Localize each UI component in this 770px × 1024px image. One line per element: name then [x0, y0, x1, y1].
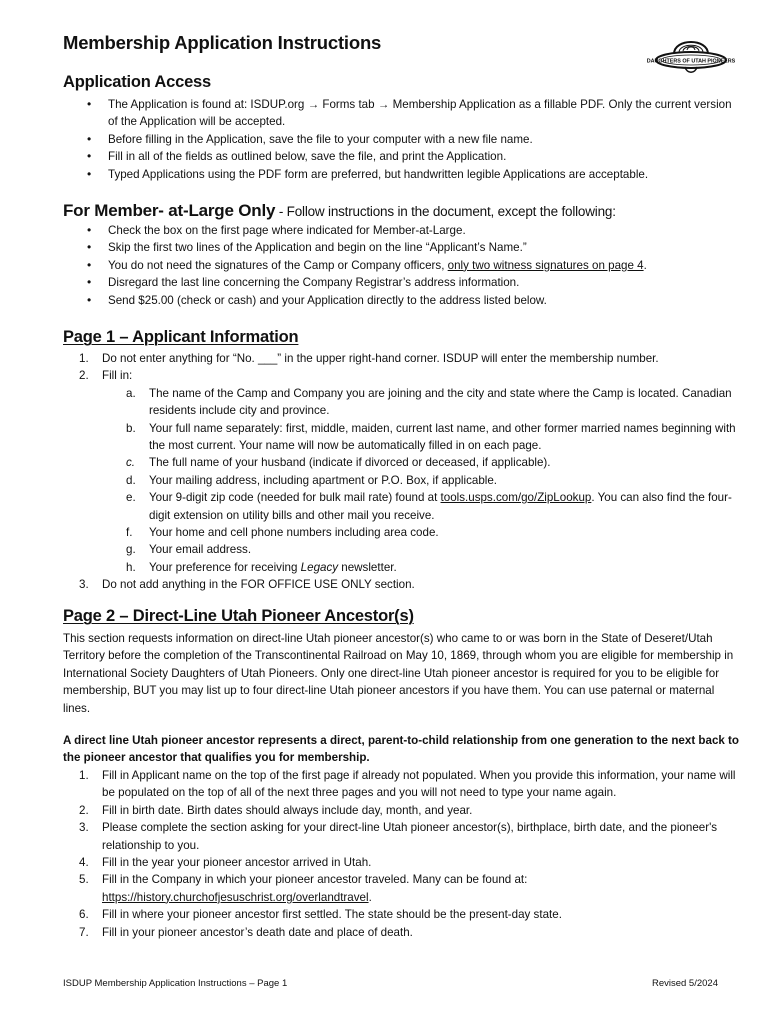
item-number: 6.	[79, 908, 89, 922]
list-item	[63, 576, 743, 593]
item-number: c.	[126, 456, 136, 470]
zip-lookup-link[interactable]: tools.usps.com/go/ZipLookup	[440, 491, 592, 505]
list-item	[63, 854, 743, 871]
item-text: Your mailing address, including apartment or P.O. Box, if applicable.	[149, 473, 498, 487]
sub-item	[63, 454, 743, 471]
item-text: The full name of your husband (indicate if divorced or deceased, if applicable).	[149, 456, 551, 470]
logo-text: DAUGHTERS OF UTAH PIONEERS	[646, 58, 736, 65]
item-number: a.	[126, 386, 136, 400]
list-item: • Typed Applications using the PDF form are preferred, but handwritten legible Applications are acceptable.	[63, 166, 743, 183]
list-item: • Check the box on the first page where indicated for Member-at-Large.	[63, 222, 743, 239]
bonnet-emblem-icon	[646, 24, 736, 80]
page2-list	[63, 767, 743, 941]
item-text: Fill in:	[102, 369, 133, 383]
item-number: 3.	[79, 578, 89, 592]
sub-item	[63, 420, 743, 455]
direct-line-definition: A direct line Utah pioneer ancestor represents a direct, parent-to-child relationship from one generation to the next back to the pioneer ancestor that qualifies you for membership.	[63, 734, 739, 765]
section-heading-page1: Page 1 – Applicant Information	[63, 328, 299, 346]
list-item	[63, 367, 743, 576]
at-large-heading-text: For Member- at-Large Only	[63, 201, 276, 220]
item-number: 2.	[79, 803, 89, 817]
item-text: Do not enter anything for “No. ___” in the upper right-hand corner. ISDUP will enter the membership number.	[102, 352, 659, 365]
sub-item	[63, 559, 743, 576]
sub-item	[63, 524, 743, 541]
item-text: Do not add anything in the FOR OFFICE USE ONLY section.	[102, 578, 415, 592]
item-number: g.	[126, 543, 136, 557]
section-heading-access: Application Access	[63, 73, 212, 91]
item-number: 4.	[79, 856, 89, 870]
item-number: f.	[126, 526, 133, 540]
item-text: Fill in your pioneer ancestor’s death date and place of death.	[102, 925, 413, 939]
sub-item	[63, 541, 743, 558]
access-list	[63, 96, 743, 183]
list-item: • Fill in all of the fields as outlined below, save the file, and print the Application.	[63, 148, 743, 165]
item-number: 3.	[79, 821, 89, 835]
legacy-title: Legacy	[300, 560, 339, 574]
page1-list	[63, 350, 743, 594]
item-text: Your preference for receiving	[149, 560, 301, 574]
item-number: 7.	[79, 925, 89, 939]
at-large-subheading: - Follow instructions in the document, except the following:	[275, 204, 616, 219]
list-item: • Send $25.00 (check or cash) and your Application directly to the address listed below.	[63, 292, 743, 309]
list-item	[63, 924, 743, 941]
list-item: • Before filling in the Application, save the file to your computer with a new file name.	[63, 131, 743, 148]
item-number: 1.	[79, 769, 89, 782]
item-text: Fill in birth date. Birth dates should always include day, month, and year.	[102, 803, 473, 817]
item-text: Fill in the Company in which your pioneer ancestor traveled. Many can be found at:	[102, 873, 528, 887]
item-number: e.	[126, 491, 136, 505]
list-item: • Skip the first two lines of the Application and begin on the line “Applicant’s Name.”	[63, 239, 743, 256]
list-item: • The Application is found at: ISDUP.org → Forms tab → Membership Application as a fillable PDF. Only the current version of the Application will be accepted.	[63, 96, 743, 131]
sub-item	[63, 489, 743, 524]
item-text: Fill in the year your pioneer ancestor arrived in Utah.	[102, 856, 372, 870]
item-text: Your home and cell phone numbers including area code.	[149, 526, 439, 540]
item-text: Please complete the section asking for your direct-line Utah pioneer ancestor(s), birthplace, birth date, and the pioneer's relationship to you.	[102, 821, 718, 852]
item-text: Your full name separately: first, middle, maiden, current last name, and other former married names beginning with the most current. Your name will now be automatically filled in on each page.	[149, 421, 736, 453]
item-number: 2.	[79, 369, 89, 383]
witness-signatures-note: only two witness signatures on page 4	[447, 258, 644, 272]
section-heading-page2: Page 2 – Direct-Line Utah Pioneer Ancestor(s)	[63, 607, 414, 625]
page2-intro: This section requests information on direct-line Utah pioneer ancestor(s) who came to or was born in the State of Deseret/Utah Territory before the completion of the Transcontinental Railroad on May 10, 1869, through whom you are eligible for membership in International Society Daughters of Utah Pioneers. Only one direct-line Utah pioneer ancestor is required for you to be eligible for membership, BUT you may list up to four direct-line Utah pioneer ancestors if you have them. You can use paternal or maternal lines.	[63, 632, 734, 715]
list-item-text: You do not need the signatures of the Camp or Company officers,	[108, 258, 448, 272]
footer-left: ISDUP Membership Application Instructions – Page 1	[63, 978, 288, 989]
sub-item	[63, 472, 743, 489]
item-text-end: .	[368, 890, 372, 904]
sub-item	[63, 385, 743, 420]
item-text: Your email address.	[149, 543, 252, 557]
footer-right: Revised 5/2024	[651, 978, 718, 989]
list-item	[63, 802, 743, 819]
item-text: Fill in where your pioneer ancestor first settled. The state should be the present-day state.	[102, 908, 562, 922]
item-number: b.	[126, 421, 136, 435]
list-item	[63, 767, 743, 802]
item-text-rest: newsletter.	[338, 560, 397, 574]
page-title: Membership Application Instructions	[63, 32, 382, 53]
item-text: The name of the Camp and Company you are joining and the city and state where the Camp is located. Canadian residents include city and province.	[149, 386, 732, 418]
item-text-rest: . You can also find the four-digit extension on utility bills and other mail you receive.	[149, 491, 732, 522]
section-heading-at-large	[63, 201, 616, 221]
item-text: Fill in Applicant name on the top of the first page if already not populated. When you provide this information, your name will be populated on the top of all of the next three pages and you will not need to type your name again.	[102, 769, 736, 800]
list-item	[63, 350, 743, 367]
item-number: 5.	[79, 873, 89, 887]
list-item	[63, 819, 743, 854]
item-number: d.	[126, 473, 136, 487]
fill-in-sublist	[63, 385, 743, 576]
at-large-list	[63, 222, 743, 309]
list-item: • Disregard the last line concerning the Company Registrar’s address information.	[63, 274, 743, 291]
overland-travel-link[interactable]: https://history.churchofjesuschrist.org/overlandtravel	[102, 890, 369, 904]
list-item	[63, 257, 743, 274]
list-item	[63, 871, 743, 906]
item-number: 1.	[79, 352, 89, 365]
list-item-end: .	[643, 258, 647, 272]
list-item	[63, 906, 743, 923]
item-number: h.	[126, 560, 136, 574]
item-text: Your 9-digit zip code (needed for bulk mail rate) found at	[149, 491, 441, 505]
